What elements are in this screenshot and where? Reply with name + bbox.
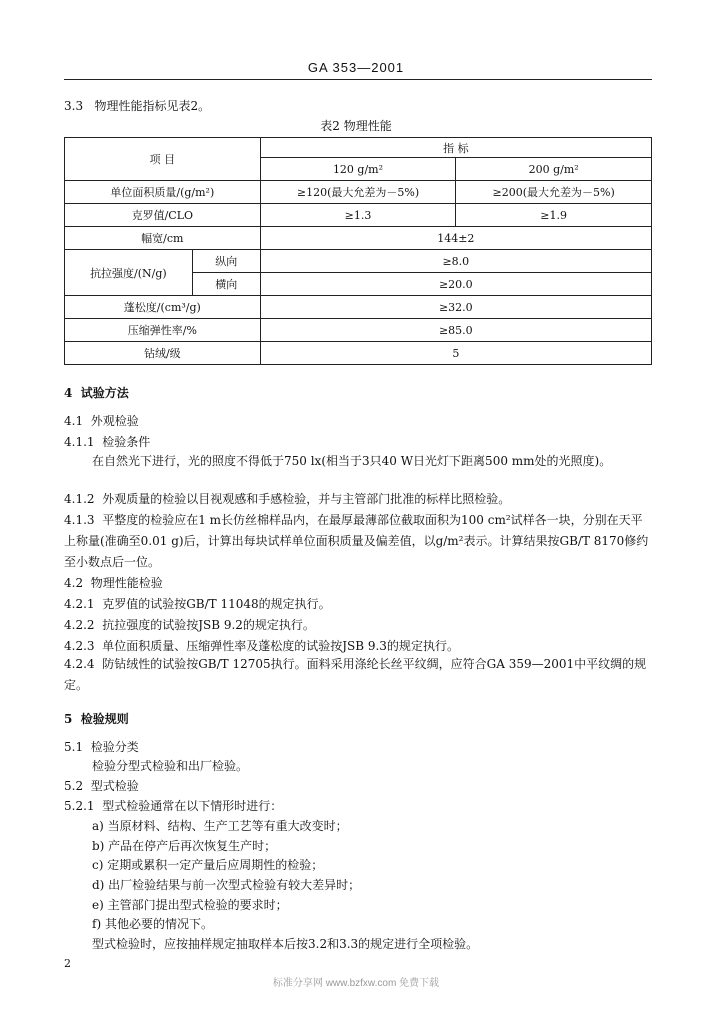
physical-properties-table	[64, 137, 652, 365]
section-4-1-1-heading: 4.1.1 检验条件	[64, 435, 151, 449]
section-number: 3.3	[64, 99, 84, 113]
section-4-2-2: 4.2.2 抗拉强度的试验按JSB 9.2的规定执行。	[64, 618, 315, 632]
table-subheader-120: 120 g/m²	[260, 158, 456, 181]
section-5-1-heading: 5.1 检验分类	[64, 740, 139, 754]
section-text: 物理性能指标见表2。	[94, 99, 211, 113]
table-caption: 表2 物理性能	[320, 119, 392, 133]
section-4-2-3: 4.2.3 单位面积质量、压缩弹性率及蓬松度的试验按JSB 9.3的规定执行。	[64, 639, 459, 653]
section-5-2-1-tail: 型式检验时，应按抽样规定抽取样本后按3.2和3.3的规定进行全项检验。	[92, 937, 479, 951]
table-subheader-200: 200 g/m²	[456, 158, 652, 181]
list-item: e) 主管部门提出型式检验的要求时；	[92, 898, 288, 912]
page-number: 2	[64, 957, 71, 970]
table-row: 蓬松度/(cm³/g) ≥32.0	[65, 296, 652, 319]
header-rule	[64, 79, 652, 80]
table-row: 单位面积质量/(g/m²) ≥120(最大允差为－5%) ≥200(最大允差为－5%)	[65, 181, 652, 204]
table-row: 钻绒/级 5	[65, 342, 652, 365]
list-item: a) 当原材料、结构、生产工艺等有重大改变时；	[92, 819, 348, 833]
table-header-index: 指 标	[260, 138, 651, 158]
section-5-2-1: 5.2.1 型式检验通常在以下情形时进行：	[64, 799, 283, 813]
section-4-1-2: 4.1.2 外观质量的检验以目视观感和手感检验，并与主管部门批准的标样比照检验。	[64, 492, 511, 506]
table-row: 压缩弹性率/% ≥85.0	[65, 319, 652, 342]
table-header-item: 项 目	[65, 138, 261, 181]
list-item: b) 产品在停产后再次恢复生产时；	[92, 839, 277, 853]
standard-header: GA 353—2001	[307, 60, 405, 75]
watermark-footer: 标准分享网 www.bzfxw.com 免费下载	[272, 978, 440, 989]
table-row: 横向 ≥20.0	[65, 273, 652, 296]
section-5-2-heading: 5.2 型式检验	[64, 779, 139, 793]
table-row: 抗拉强度/(N/g) 纵向 ≥8.0	[65, 250, 652, 273]
list-item: f) 其他必要的情况下。	[92, 917, 213, 931]
section-4-2-1: 4.2.1 克罗值的试验按GB/T 11048的规定执行。	[64, 597, 331, 611]
table-row: 幅宽/cm 144±2	[65, 227, 652, 250]
section-4-2-4: 4.2.4 防钻绒性的试验按GB/T 12705执行。面料采用涤纶长丝平纹绸，应符合GA 359—2001中平纹绸的规定。	[64, 657, 647, 692]
section-4-1-3: 4.1.3 平整度的检验应在1 m长仿丝棉样品内，在最厚最薄部位截取面积为100 cm²试样各一块，分别在天平上称量(准确至0.01 g)后，计算出每块试样单位面积质量及偏差值，以g/m²表示。计算结果按GB/T 8170修约至小数点后一位。	[64, 513, 649, 569]
section-4-heading: 4 试验方法	[64, 386, 129, 400]
section-3-3	[64, 97, 210, 114]
section-5-1-text: 检验分型式检验和出厂检验。	[92, 759, 249, 773]
list-item: d) 出厂检验结果与前一次型式检验有较大差异时；	[92, 878, 361, 892]
section-4-1-1-text: 在自然光下进行，光的照度不得低于750 lx(相当于3只40 W日光灯下距离500 mm处的光照度)。	[92, 454, 612, 468]
section-4-2-heading: 4.2 物理性能检验	[64, 576, 163, 590]
table-row: 克罗值/CLO ≥1.3 ≥1.9	[65, 204, 652, 227]
section-5-heading: 5 检验规则	[64, 712, 129, 726]
list-item: c) 定期或累积一定产量后应周期性的检验；	[92, 858, 324, 872]
section-4-1-heading: 4.1 外观检验	[64, 414, 139, 428]
